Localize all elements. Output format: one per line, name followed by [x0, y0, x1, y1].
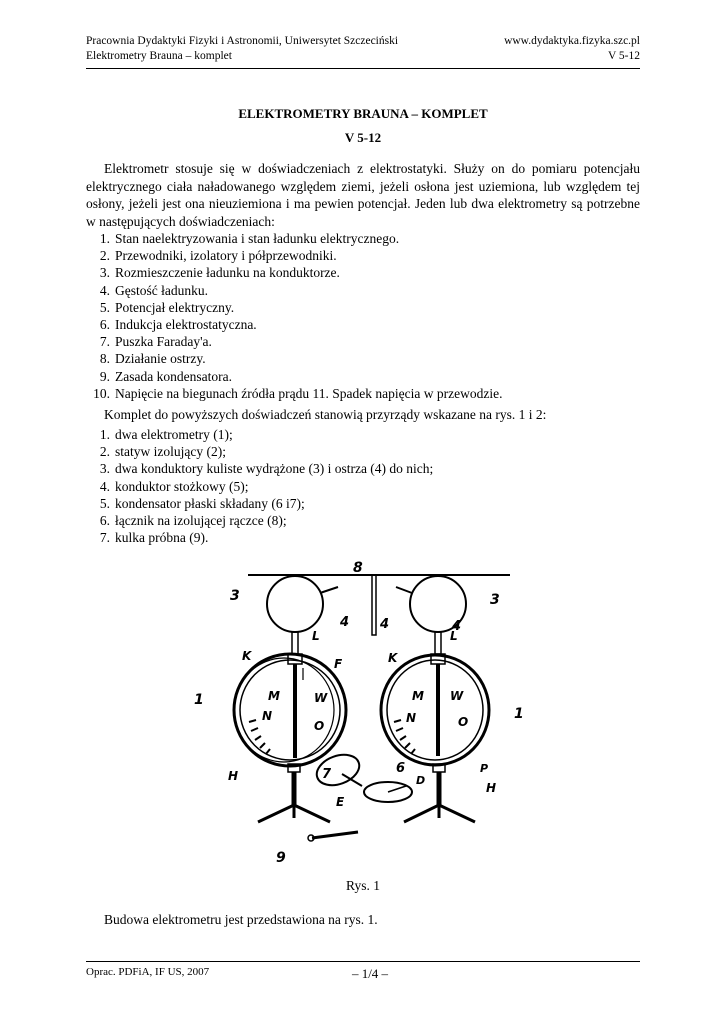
- list-item: 7. kulka próbna (9).: [99, 530, 209, 546]
- sphere-left: [267, 576, 323, 632]
- label-7: 7: [322, 767, 332, 782]
- label-4-right: 4: [452, 619, 462, 634]
- figure-electrometers: [190, 560, 550, 875]
- label-D: D: [416, 774, 426, 787]
- page-number: – 1/4 –: [351, 966, 389, 981]
- list-item: 4. konduktor stożkowy (5);: [99, 478, 249, 494]
- header-code: V 5-12: [607, 50, 640, 62]
- header-website[interactable]: www.dydaktyka.fizyka.szc.pl: [504, 35, 640, 47]
- label-3-left: 3: [230, 588, 240, 604]
- list-item: 8. Działanie ostrzy.: [99, 351, 206, 367]
- label-3-right: 3: [490, 592, 500, 608]
- label-8: 8: [353, 560, 363, 576]
- list-item: 3. Rozmieszczenie ładunku na konduktorze.: [99, 265, 340, 281]
- list-item: 7. Puszka Faraday'a.: [99, 334, 212, 350]
- figure-caption: Rys. 1: [346, 878, 380, 893]
- label-L-left: L: [312, 629, 320, 643]
- kit-intro: Komplet do powyższych doświadczeń stanowią przyrządy wskazane na rys. 1 i 2:: [104, 407, 547, 422]
- header-subject: Elektrometry Brauna – komplet: [86, 50, 232, 62]
- label-N-left: N: [262, 709, 273, 723]
- document-title: ELEKTROMETRY BRAUNA – KOMPLET: [238, 106, 488, 121]
- label-L-right: L: [450, 629, 458, 643]
- label-O-left: O: [314, 719, 325, 733]
- label-W-left: W: [314, 691, 328, 705]
- list-item: 6. Indukcja elektrostatyczna.: [99, 317, 257, 333]
- label-O-right: O: [458, 715, 469, 729]
- list-item: 1. dwa elektrometry (1);: [99, 427, 233, 442]
- experiments-list: [86, 230, 640, 402]
- footer-divider: [86, 961, 640, 962]
- list-item: 4. Gęstość ładunku.: [99, 282, 208, 298]
- label-E: E: [336, 795, 345, 809]
- label-F: F: [334, 657, 343, 671]
- label-H-left: H: [228, 769, 239, 783]
- page-header: [86, 34, 640, 64]
- header-institution: Pracownia Dydaktyki Fizyki i Astronomii, Uniwersytet Szczeciński: [86, 35, 399, 47]
- list-item: 6. łącznik na izolującej rączce (8);: [99, 513, 287, 529]
- header-divider: [86, 68, 640, 69]
- equipment-list: [86, 426, 640, 546]
- label-P: P: [480, 762, 489, 775]
- label-9: 9: [276, 850, 286, 866]
- label-W-right: W: [450, 689, 464, 703]
- list-item: 1. Stan naelektryzowania i stan ładunku elektrycznego.: [99, 231, 400, 246]
- list-item: 10. Napięcie na biegunach źródła prądu 11. Spadek napięcia w przewodzie.: [93, 385, 503, 401]
- insulating-handle: [372, 575, 376, 635]
- list-item: 2. Przewodniki, izolatory i półprzewodniki.: [99, 248, 337, 264]
- label-1-left: 1: [194, 692, 204, 708]
- label-K-right: K: [388, 651, 398, 665]
- label-M-right: M: [412, 689, 424, 703]
- document-code: V 5-12: [344, 130, 382, 145]
- list-item: 5. Potencjał elektryczny.: [99, 299, 235, 315]
- list-item: 2. statyw izolujący (2);: [99, 444, 226, 460]
- footer-credit: Oprac. PDFiA, IF US, 2007: [86, 966, 210, 978]
- list-item: 5. kondensator płaski składany (6 i7);: [99, 495, 305, 511]
- label-1-right: 1: [514, 706, 524, 722]
- label-N-right: N: [406, 711, 417, 725]
- label-K-left: K: [242, 649, 252, 663]
- intro-paragraph: Elektrometr stosuje się w doświadczeniach z elektrostatyki. Służy on do pomiaru potencjału elektrycznego ciała naładowanego względem ziemi, jeżeli osłona jest uziemiona, lub względem tej osłony, jeżeli jest ona nieuziemiona i ma pewien potencjał. Jeden lub dwa elektrometry są potrzebne w następujących doświadczeniach:: [86, 161, 640, 229]
- label-4-left: 4: [340, 615, 350, 630]
- probe-ball: [312, 832, 358, 838]
- label-H-right: H: [486, 781, 497, 795]
- label-6: 6: [396, 761, 406, 776]
- electrometer-drawing: [190, 560, 550, 870]
- list-item: 3. dwa konduktory kuliste wydrążone (3) i ostrza (4) do nich;: [99, 461, 434, 477]
- closing-sentence: Budowa elektrometru jest przedstawiona na rys. 1.: [104, 912, 378, 927]
- label-M-left: M: [268, 689, 280, 703]
- electrometer-housing-right: [381, 655, 489, 765]
- label-4-middle: 4: [380, 617, 390, 632]
- list-item: 9. Zasada kondensatora.: [99, 368, 232, 384]
